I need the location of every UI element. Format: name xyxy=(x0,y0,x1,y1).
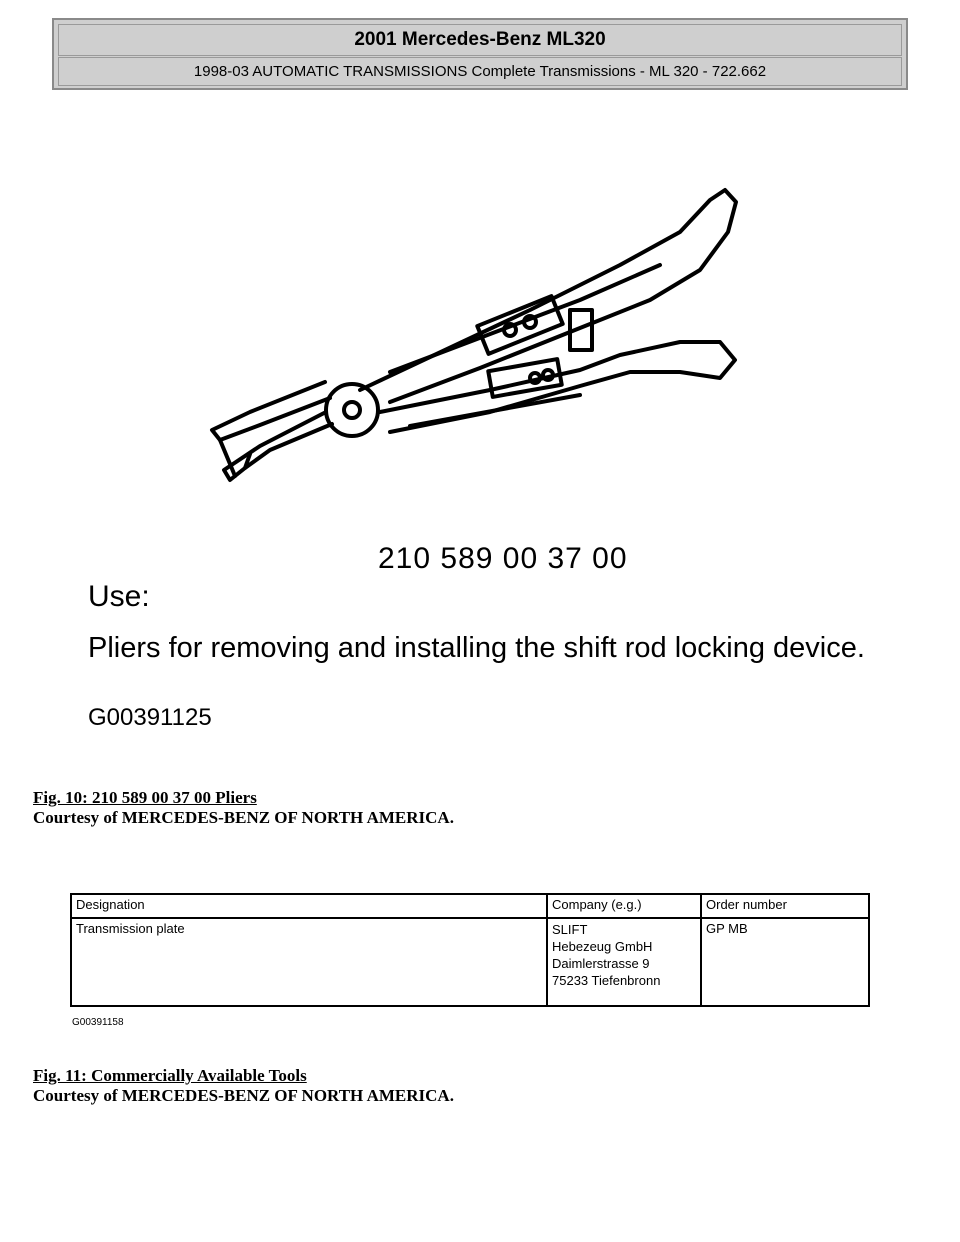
table-graphic-id: G00391158 xyxy=(72,1017,124,1028)
company-line: 75233 Tiefenbronn xyxy=(552,973,661,988)
use-label: Use: xyxy=(88,580,150,613)
table-row xyxy=(71,918,869,1006)
header-title: 2001 Mercedes-Benz ML320 xyxy=(58,24,902,56)
company-line: Hebezeug GmbH xyxy=(552,939,653,954)
figure-10-caption-title[interactable]: Fig. 10: 210 589 00 37 00 Pliers xyxy=(33,788,257,807)
pliers-illustration xyxy=(60,150,900,540)
use-description: Pliers for removing and installing the shift rod locking device. xyxy=(88,632,865,664)
figure-10-caption xyxy=(33,788,454,828)
table-header-designation: Designation xyxy=(71,894,547,918)
figure-10 xyxy=(60,150,900,750)
figure-11-tools-table xyxy=(70,893,868,1028)
part-number: 210 589 00 37 00 xyxy=(378,542,628,575)
page-header xyxy=(52,18,908,90)
cell-order-number: GP MB xyxy=(701,918,869,1006)
table-header-company: Company (e.g.) xyxy=(547,894,701,918)
header-subtitle: 1998-03 AUTOMATIC TRANSMISSIONS Complete Transmissions - ML 320 - 722.662 xyxy=(58,57,902,86)
cell-company xyxy=(547,918,701,1006)
company-line: Daimlerstrasse 9 xyxy=(552,956,650,971)
cell-designation: Transmission plate xyxy=(71,918,547,1006)
company-line: SLIFT xyxy=(552,922,588,937)
table-header-order-number: Order number xyxy=(701,894,869,918)
table-header-row xyxy=(71,894,869,918)
graphic-id: G00391125 xyxy=(88,704,212,731)
figure-10-courtesy: Courtesy of MERCEDES-BENZ OF NORTH AMERICA. xyxy=(33,808,454,827)
figure-11-courtesy: Courtesy of MERCEDES-BENZ OF NORTH AMERICA. xyxy=(33,1086,454,1105)
figure-11-caption xyxy=(33,1066,454,1106)
figure-11-caption-title[interactable]: Fig. 11: Commercially Available Tools xyxy=(33,1066,307,1085)
